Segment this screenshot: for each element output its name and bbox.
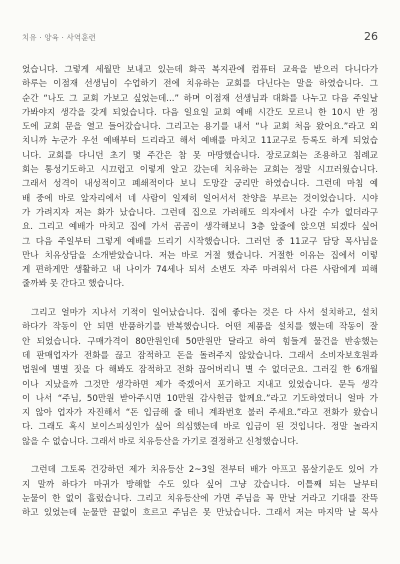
body-line: 었습니다. 그렇게 세월만 보내고 있는데 화곡 복지관에 컴퓨터 교육을 받으러 다니다가 (22, 65, 378, 75)
body-text (22, 63, 378, 535)
body-line: 만나 치유상담을 소개받았습니다. 저는 바로 거절 했습니다. 거절한 이유는 집에서 이렇 (22, 250, 378, 261)
body-line: 그리고 얼마가 지나서 기적이 일어났습니다. 집에 좋다는 것은 다 사서 설치하고, 설치 (31, 308, 378, 319)
body-line: 치니까 누군가 우선 예배부터 드리라고 해서 예배를 마치고 11교구로 등록도 하게 되었습 (22, 136, 378, 147)
body-line: 안 되었습니다. 구매가격이 80만원인데 50만원만 달라고 하여 힘들게 물건을 반송했는 (22, 336, 378, 347)
body-line: 그 다음 주일부터 그렇게 예배를 드리기 시작했습니다. 그러던 중 11교구 담당 목사님을 (22, 236, 378, 247)
body-line: 니다. 교회를 다니던 초기 몇 주간은 참 못 마땅했습니다. 장로교회는 조용하고 침례교 (22, 150, 378, 161)
page-number: 26 (364, 30, 378, 43)
body-line: 이 나서 “주님, 50만원 받아주시면 10만원 감사헌금 할께요.”라고 기도하였더니 얼마 가 (22, 393, 378, 404)
body-line: 배 중에 바로 앞자리에서 네 사람이 일제히 일어서서 찬양을 부르는 것이었습니다. 시야 (22, 193, 378, 204)
body-line: 않을 수 없습니다. 그래서 바로 치유등산을 가기로 결정하고 신청했습니다. (22, 436, 299, 447)
body-line: 회는 통성기도하고 시끄럽고 이렇게 알고 갔는데 치유하는 교회는 정말 시끄러웠습니다. (22, 165, 378, 176)
body-line: 하루는 이점재 선생님이 수업하기 전에 치유하는 교회를 다닌다는 말을 하였습니다. 그 (22, 79, 378, 90)
body-line: 하고 있었는데 눈물만 끝없이 흐르고 주님은 못 만났습니다. 그래서 저는 마지막 날 목사 (22, 508, 378, 519)
body-line: 줄까봐 못 간다고 했습니다. (22, 279, 125, 290)
body-line: 요. 그리고 예배가 마치고 집에 가서 곰곰이 생각해보니 3층 앞줄에 앉으면 되겠다 싶어 (22, 222, 378, 233)
body-line: 가봐야지 생각을 갖게 되었습니다. 다음 일요일 교회 예배 시간도 모르니 한 10시 반 정 (22, 107, 378, 118)
body-line: 순간 “나도 그 교회 가보고 싶었는데...” 하며 이점재 선생님과 대화를 나누고 다음 주일날 (22, 93, 378, 104)
body-line: 이나 지났을까 그것만 생각하면 제가 죽겠어서 포기하고 지내고 있었습니다. 문득 생각 (22, 379, 378, 390)
paragraph-2 (22, 306, 378, 449)
body-line: 가 가려지자 저는 화가 났습니다. 그런데 집으로 가려해도 의자에서 나갈 수가 없더라구 (22, 207, 378, 218)
body-line: 지 말까 하다가 마귀가 방해할 수도 있다 싶어 그냥 갔습니다. 이틀째 되는 날부터 (22, 479, 378, 490)
body-line: 그래서 성격이 내성적이고 폐쇄적이다 보니 도망갈 궁리만 하였습니다. 그런데 마침 예 (22, 179, 378, 190)
body-line: 게 편하게만 생활하고 내 나이가 74세나 되서 소변도 자주 마려워서 다른 사람에게 피해 (22, 265, 378, 276)
body-line: 데 판매업자가 전화를 끊고 잠적하고 돈을 돌려주지 않았습니다. 그래서 소비자보호원과 (22, 350, 378, 361)
body-line: 그런데 그토록 건강하던 제가 치유등산 2~3일 전부터 배가 아프고 몸살기운도 있어 가 (31, 465, 378, 476)
running-header: 치유 · 양육 · 사역훈련 (22, 33, 97, 42)
paragraph-1 (22, 63, 378, 292)
body-line: 눈물이 한 없이 흘렀습니다. 그리고 치유등산에 가면 주님을 꼭 만날 거라고 기대를 잔뜩 (22, 493, 378, 504)
body-line: 하다가 작동이 안 되면 반품하기를 반복했습니다. 어떤 제품을 설치를 했는데 작동이 잘 (22, 322, 378, 333)
body-line: 지 않아 업자가 자진해서 “돈 입금해 줄 테니 계좌번호 불러 주세요.”라고 전화가 왔습니 (22, 408, 378, 419)
body-line: 법원에 별별 짓을 다 해봐도 잠적하고 전화 끊어버리니 별 수 없더군요. 그러길 한 6개월 (22, 365, 378, 376)
body-line: 도에 교회 문을 열고 들어갔습니다. 그리고는 용기를 내서 “나 교회 처음 왔어요.”라고 외 (22, 122, 378, 133)
paragraph-3 (22, 463, 378, 520)
body-line: 다. 그래도 혹시 보이스피싱인가 싶어 의심했는데 바로 입금이 된 것입니다. 정말 놀라지 (22, 422, 378, 433)
